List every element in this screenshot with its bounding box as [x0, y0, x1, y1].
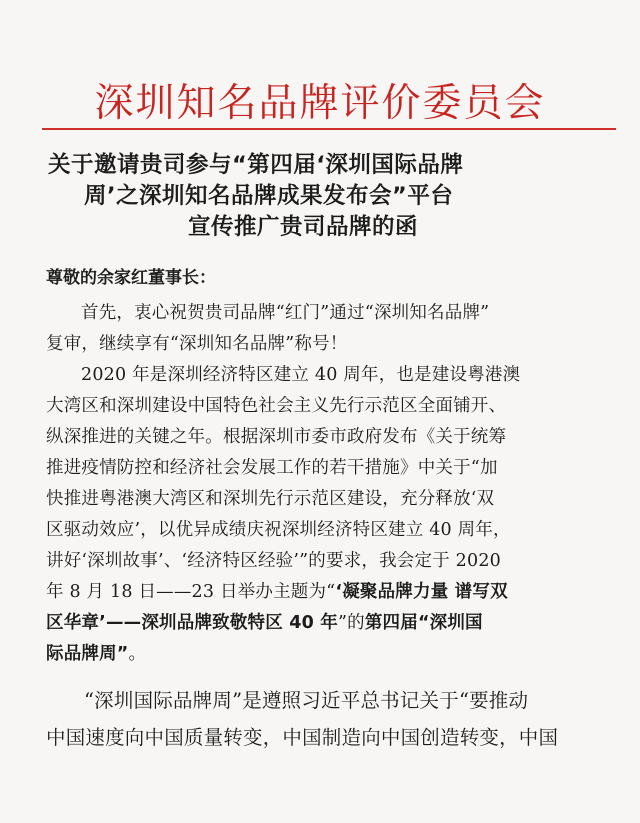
body-line [46, 608, 606, 639]
body-line: 讲好‘深圳故事’、‘经济特区经验’”的要求，我会定于 2020 [46, 551, 501, 571]
body-text: ”的 [338, 613, 365, 633]
salutation: 尊敬的余家红董事长： [46, 268, 216, 288]
subject-line-2: 周’之深圳知名品牌成果发布会”平台 [84, 183, 454, 209]
subject-line-3: 宣传推广贵司品牌的函 [188, 214, 419, 240]
theme-title-bold: ‘凝聚品牌力量 谱写双 [335, 582, 508, 602]
body-line: 复审，继续享有“深圳知名品牌”称号！ [46, 334, 348, 354]
subject-line-1: 关于邀请贵司参与“第四届‘深圳国际品牌 [48, 152, 464, 178]
event-name-bold: 第四届“深圳国 [364, 613, 483, 633]
paragraph-gap [46, 670, 606, 682]
body-line: 纵深推进的关键之年。根据深圳市委市政府发布《关于统筹 [46, 427, 507, 447]
body-line: 快推进粤港澳大湾区和深圳先行示范区建设，充分释放‘双 [46, 489, 495, 509]
theme-title-bold: 区华章’——深圳品牌致敬特区 40 年 [46, 613, 338, 633]
body-line: 首先，衷心祝贺贵司品牌“红门”通过“深圳知名品牌” [81, 303, 490, 323]
body-line: 区驱动效应’，以优异成绩庆祝深圳经济特区建立 40 周年， [46, 520, 511, 540]
body-line: 2020 年是深圳经济特区建立 40 周年，也是建设粤港澳 [81, 365, 521, 385]
letter-body [46, 298, 606, 756]
body-line [46, 577, 606, 608]
body-line: 大湾区和深圳建设中国特色社会主义先行示范区全面铺开、 [46, 396, 507, 416]
body-line: 中国速度向中国质量转变，中国制造向中国创造转变，中国 [46, 726, 559, 749]
letterhead-red-rule [42, 128, 616, 130]
letterhead-org-name: 深圳知名品牌评价委员会 [94, 81, 546, 126]
body-text: 。 [128, 644, 147, 664]
body-line [46, 639, 606, 670]
body-line: 推进疫情防控和经济社会发展工作的若干措施》中关于“加 [46, 458, 498, 478]
body-text: 年 8 月 18 日——23 日举办主题为“ [46, 582, 336, 602]
body-line: “深圳国际品牌周”是遵照习近平总书记关于“要推动 [84, 689, 529, 712]
event-name-bold: 际品牌周” [46, 644, 129, 664]
letter-subject [48, 150, 608, 243]
